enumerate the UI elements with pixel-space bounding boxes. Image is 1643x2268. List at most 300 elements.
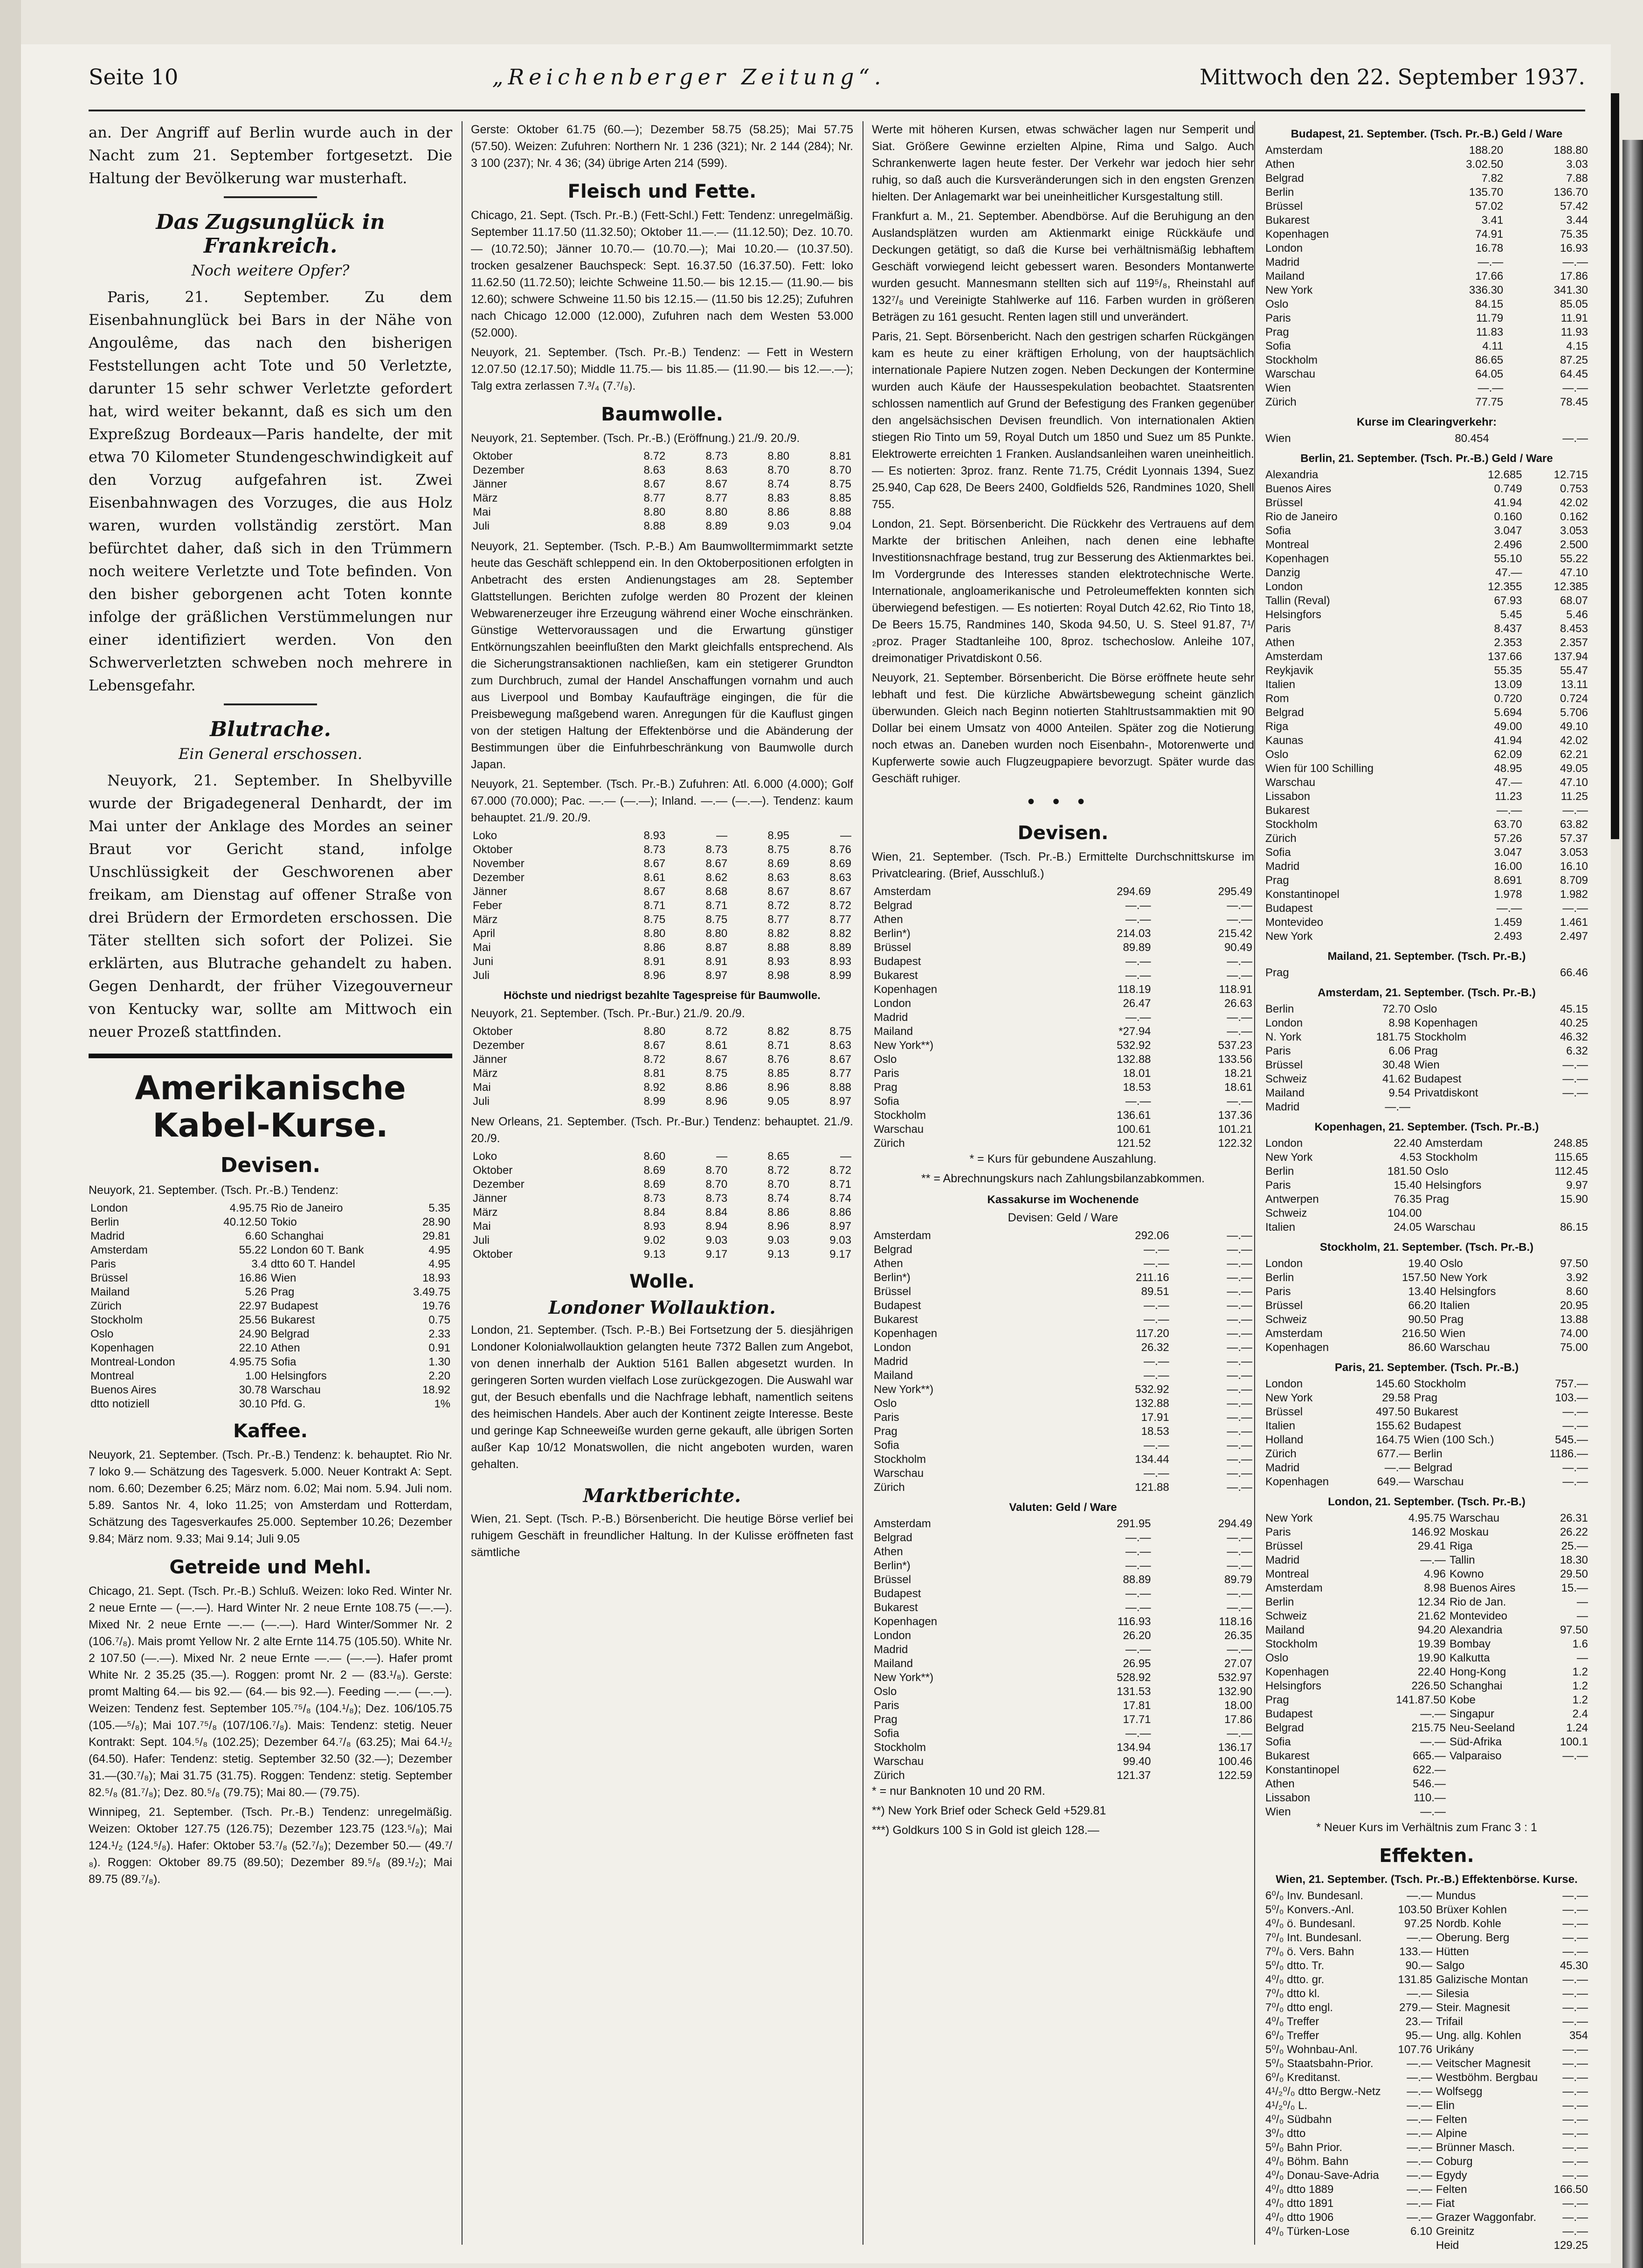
baumwolle-title-3: Höchste und niedrigst bezahlte Tagespreise für Baumwolle.: [504, 989, 821, 1002]
table-cell: Budapest: [270, 1300, 318, 1312]
table-cell: 141.87.50: [1396, 1694, 1446, 1706]
table-row: [1263, 706, 1590, 720]
table-cell: 8.63: [767, 871, 790, 884]
table-row: [1263, 1665, 1590, 1679]
table-row: [471, 941, 853, 955]
table-cell: 85.05: [1560, 298, 1588, 310]
table-cell: 0.724: [1560, 692, 1588, 705]
table-cell: 8.88: [767, 941, 790, 954]
table-cell: 8.61: [705, 1039, 728, 1052]
table-cell: 8.691: [1494, 874, 1522, 887]
table-cell: 49.00: [1494, 720, 1522, 733]
table-cell: Brüssel: [874, 941, 911, 954]
table-cell: Madrid: [874, 1643, 908, 1656]
table-cell: 122.32: [1218, 1137, 1252, 1150]
divider: [224, 196, 317, 198]
table-cell: 49.10: [1560, 720, 1588, 733]
table-cell: Oslo: [1265, 1652, 1289, 1664]
table-row: [1263, 1461, 1590, 1475]
table-cell: 2.500: [1560, 538, 1588, 551]
table-cell: 47.—: [1495, 776, 1522, 789]
table-cell: London: [1265, 1137, 1303, 1150]
table-cell: Jänner: [473, 478, 507, 490]
table-cell: —.—: [1227, 1425, 1252, 1438]
table-cell: 30.48: [1382, 1059, 1411, 1071]
table-cell: [1546, 1791, 1590, 1805]
table-cell: [1546, 1777, 1590, 1791]
scan-left-edge: [0, 0, 21, 2268]
table-cell: —.—: [1125, 899, 1151, 912]
table-cell: Brüssel: [1265, 1406, 1303, 1418]
table-row: [872, 955, 1254, 969]
table-row: [89, 1285, 452, 1299]
table-cell: —.—: [1227, 955, 1252, 968]
table-row: [1263, 650, 1590, 664]
table-cell: 19.76: [422, 1300, 450, 1312]
table-cell: 30.10: [239, 1398, 267, 1410]
table-cell: 294.69: [1117, 885, 1151, 898]
table-row: [1263, 1609, 1590, 1623]
table-cell: —.—: [1562, 432, 1588, 445]
table-cell: Wolfsegg: [1436, 2085, 1483, 2098]
table-cell: 78.45: [1560, 396, 1588, 408]
table-cell: 226.50: [1411, 1680, 1446, 1692]
table-cell: Belgrad: [1265, 172, 1304, 185]
table-cell: Egydy: [1436, 2169, 1467, 2182]
table-cell: Sofia: [1265, 524, 1291, 537]
table-cell: 8.60: [643, 1150, 666, 1163]
table-cell: 7⁰/₀ dtto kl.: [1265, 1987, 1320, 2000]
getreide-title: Getreide und Mehl.: [169, 1557, 372, 1578]
table-cell: London: [90, 1202, 128, 1214]
table-row: [872, 1095, 1254, 1109]
table-cell: 3.92: [1566, 1271, 1588, 1284]
table-cell: Juni: [473, 955, 494, 968]
table-row: [471, 1081, 853, 1095]
table-cell: Urikány: [1436, 2043, 1474, 2056]
table-cell: —.—: [1420, 1554, 1446, 1566]
table-row: [872, 1341, 1254, 1355]
table-cell: —.—: [1227, 1025, 1252, 1038]
table-cell: Wien: [1440, 1327, 1466, 1340]
table-cell: Salgo: [1436, 1959, 1465, 1972]
table-cell: 22.97: [239, 1300, 267, 1312]
table-cell: 1186.—: [1549, 1448, 1588, 1460]
table-cell: 55.22: [239, 1244, 267, 1256]
table-cell: Kowno: [1449, 1568, 1484, 1580]
table-cell: Italien: [1265, 1420, 1296, 1432]
effekten-table: [1263, 1889, 1590, 2253]
table-row: [872, 1755, 1254, 1769]
table-cell: 4.96: [1424, 1568, 1446, 1580]
table-cell: Galizische Montan: [1436, 1973, 1528, 1986]
kopenhagen-head: Kopenhagen, 21. September. (Tsch. Pr.-B.): [1314, 1121, 1539, 1133]
table-cell: 16.10: [1560, 860, 1588, 873]
table-cell: 107.76: [1398, 2043, 1432, 2056]
table-cell: 8.77: [829, 1067, 851, 1080]
table-row: [1263, 1987, 1590, 2001]
table-cell: 97.25: [1404, 1917, 1432, 1930]
table-cell: 8.63: [829, 1039, 851, 1052]
table-cell: Juli: [473, 969, 490, 982]
table-cell: Mai: [473, 506, 491, 518]
table-cell: 1.982: [1560, 888, 1588, 901]
table-cell: 8.67: [705, 1053, 728, 1066]
article-subtitle-blood: Ein General erschossen.: [178, 745, 363, 763]
table-cell: Kopenhagen: [874, 983, 938, 996]
intro-text: an. Der Angriff auf Berlin wurde auch in der Nacht zum 21. September fortgesetzt. Die Haltung der Bevölkerung war musterhaft.: [89, 124, 452, 187]
table-row: [89, 1383, 452, 1397]
table-cell: 42.02: [1560, 496, 1588, 509]
table-cell: Budapest: [874, 955, 921, 968]
table-cell: 4⁰/₀ Türken-Lose: [1265, 2225, 1350, 2238]
table-cell: Schanghai: [270, 1230, 324, 1242]
table-cell: Sofia: [270, 1356, 297, 1368]
table-cell: —.—: [1496, 902, 1522, 915]
table-cell: 12.34: [1417, 1596, 1446, 1608]
table-cell: 29.41: [1417, 1540, 1446, 1552]
table-cell: Oslo: [874, 1397, 897, 1410]
table-row: [1263, 748, 1590, 762]
table-cell: 8.74: [829, 1192, 851, 1205]
table-cell: 8.93: [829, 955, 851, 968]
table-cell: 131.85: [1398, 1973, 1432, 1986]
table-cell: 26.35: [1224, 1629, 1252, 1642]
table-cell: 4⁰/₀ dtto. gr.: [1265, 1973, 1325, 1986]
table-cell: 181.75: [1376, 1031, 1411, 1043]
table-cell: Brüssel: [874, 1285, 911, 1298]
table-row: [1263, 1030, 1590, 1044]
article-subtitle-train: Noch weitere Opfer?: [191, 262, 350, 279]
table-cell: 8.80: [705, 927, 728, 940]
table-cell: —.—: [1227, 969, 1252, 982]
table-cell: Rio de Janeiro: [1265, 510, 1338, 523]
table-cell: Konstantinopel: [1265, 1764, 1339, 1776]
table-cell: Jänner: [473, 1192, 507, 1205]
wolle-title: Wolle.: [629, 1271, 695, 1292]
table-cell: Reykjavik: [1265, 664, 1313, 677]
stockholm-table: [1263, 1257, 1590, 1355]
table-cell: 4.95.75: [1408, 1512, 1446, 1524]
table-row: [89, 1243, 452, 1257]
table-row: [872, 1481, 1254, 1495]
table-cell: Belgrad: [874, 1243, 912, 1256]
table-cell: —.—: [1562, 1987, 1588, 2000]
table-cell: Oktober: [473, 1248, 513, 1261]
table-cell: Elin: [1436, 2099, 1455, 2112]
table-cell: 121.37: [1117, 1769, 1151, 1782]
table-cell: 22.40: [1394, 1137, 1422, 1150]
wien-head: Wien, 21. September. (Tsch. Pr.-B.) Ermittelte Durchschnittskurse im Privatclearing. (Brief, Ausschluß.): [872, 850, 1254, 880]
table-row: [1263, 2211, 1590, 2225]
table-row: [1263, 283, 1590, 297]
table-cell: Mundus: [1436, 1889, 1476, 1902]
table-cell: 89.79: [1224, 1573, 1252, 1586]
table-cell: Schanghai: [1449, 1680, 1503, 1692]
berlin-table: [1263, 468, 1590, 944]
table-cell: Alpine: [1436, 2127, 1467, 2140]
table-row: [1263, 1581, 1590, 1595]
table-cell: 8.92: [643, 1081, 666, 1094]
table-row: [471, 491, 853, 505]
column-3: [872, 121, 1254, 2245]
table-cell: 8.62: [705, 871, 728, 884]
table-cell: 4.95: [428, 1244, 450, 1256]
table-row: [89, 1201, 452, 1215]
table-cell: 100.61: [1117, 1123, 1151, 1136]
table-cell: —.—: [1407, 2127, 1432, 2140]
table-cell: 8.95: [767, 829, 790, 842]
table-cell: 132.90: [1218, 1685, 1252, 1698]
table-cell: New York**): [874, 1383, 934, 1396]
table-cell: 8.71: [643, 899, 666, 912]
table-row: [872, 1243, 1254, 1257]
table-cell: Felten: [1436, 2113, 1467, 2126]
table-row: [1263, 1391, 1590, 1405]
table-cell: Mailand: [1265, 1087, 1305, 1099]
table-cell: 8.72: [705, 1025, 728, 1038]
table-cell: Amsterdam: [1425, 1137, 1483, 1150]
table-row: [1263, 325, 1590, 339]
table-cell: 2.353: [1494, 636, 1522, 649]
table-cell: März: [473, 913, 498, 926]
table-cell: —.—: [1407, 2057, 1432, 2070]
table-cell: Warschau: [270, 1384, 321, 1396]
table-row: [1263, 432, 1590, 446]
table-cell: Amsterdam: [874, 885, 931, 898]
table-cell: —.—: [1562, 1461, 1588, 1474]
table-cell: 8.72: [643, 1053, 666, 1066]
table-row: [1263, 1271, 1590, 1285]
baumwolle-table-2: [471, 829, 853, 983]
table-cell: 1%: [434, 1398, 450, 1410]
table-cell: 8.69: [643, 1164, 666, 1177]
table-cell: 11.91: [1560, 312, 1588, 324]
table-cell: Bukarest: [1265, 804, 1310, 817]
table-cell: 0.720: [1494, 692, 1522, 705]
table-row: [1263, 1889, 1590, 1903]
table-cell: 546.—: [1413, 1778, 1446, 1790]
table-row: [1263, 762, 1590, 776]
table-row: [1263, 1903, 1590, 1917]
table-cell: 8.67: [643, 857, 666, 870]
table-cell: 8.82: [767, 1025, 790, 1038]
table-cell: 6.10: [1410, 2225, 1432, 2238]
baumwolle-head-3: Neuyork, 21. September. (Tsch. Pr.-Bur.) 21./9. 20./9.: [471, 1007, 745, 1020]
table-cell: Schweiz: [1265, 1207, 1307, 1220]
table-cell: 18.21: [1224, 1067, 1252, 1080]
table-row: [872, 1741, 1254, 1755]
table-cell: 25.56: [239, 1314, 267, 1326]
table-cell: 15.40: [1394, 1179, 1422, 1192]
table-cell: 86.15: [1560, 1221, 1588, 1234]
table-cell: 66.20: [1408, 1299, 1436, 1312]
table-row: [89, 1369, 452, 1383]
table-row: [1263, 297, 1590, 311]
table-row: [872, 1299, 1254, 1313]
table-cell: Hütten: [1436, 1945, 1469, 1958]
table-cell: Brüssel: [1265, 1299, 1303, 1312]
table-row: [471, 857, 853, 871]
table-row: [872, 1671, 1254, 1685]
devisen-table: [89, 1201, 452, 1411]
berlin-head: Berlin, 21. September. (Tsch. Pr.-B.) Geld / Ware: [1300, 452, 1553, 465]
table-cell: 4⁰/₀ dtto 1889: [1265, 2183, 1334, 2196]
table-cell: 16.93: [1560, 242, 1588, 255]
table-cell: 532.92: [1135, 1383, 1169, 1396]
table-cell: Juli: [473, 1234, 490, 1247]
table-cell: 0.753: [1560, 483, 1588, 495]
table-cell: 5.694: [1494, 706, 1522, 719]
table-cell: Trifail: [1436, 2015, 1463, 2028]
table-cell: Brüssel: [1265, 1540, 1303, 1552]
table-cell: Dezember: [473, 871, 525, 884]
table-cell: 532.92: [1117, 1039, 1151, 1052]
table-cell: 72.70: [1382, 1003, 1411, 1015]
table-cell: —.—: [1227, 1313, 1252, 1326]
table-row: [1263, 353, 1590, 367]
table-cell: Brüssel: [1265, 496, 1303, 509]
table-row: [872, 941, 1254, 955]
table-row: [1263, 1447, 1590, 1461]
table-cell: 2.33: [428, 1328, 450, 1340]
table-cell: 8.67: [767, 885, 790, 898]
table-cell: 132.88: [1135, 1397, 1169, 1410]
table-cell: 3.047: [1494, 846, 1522, 859]
table-cell: 103.50: [1398, 1903, 1432, 1916]
table-row: [1263, 874, 1590, 888]
table-row: [1263, 790, 1590, 804]
table-cell: 1.2: [1572, 1666, 1588, 1678]
table-cell: 63.82: [1560, 818, 1588, 831]
table-cell: —: [1577, 1610, 1588, 1622]
table-cell: Budapest: [1265, 1708, 1313, 1720]
table-cell: 4¹/₂⁰/₀ L.: [1265, 2099, 1308, 2112]
table-cell: 8.93: [643, 829, 666, 842]
table-cell: 8.96: [643, 969, 666, 982]
table-row: [1263, 1917, 1590, 1931]
table-cell: 64.45: [1560, 368, 1588, 380]
table-row: [471, 505, 853, 519]
table-cell: 4¹/₂⁰/₀ dtto Bergw.-Netz: [1265, 2085, 1381, 2098]
table-cell: 25.—: [1561, 1540, 1588, 1552]
kopenhagen-table: [1263, 1137, 1590, 1234]
table-cell: Tokio: [270, 1216, 297, 1228]
section-title-kabel: Amerikanische Kabel-Kurse.: [135, 1069, 406, 1144]
table-cell: Juli: [473, 520, 490, 532]
table-row: [872, 1285, 1254, 1299]
table-cell: —.—: [1407, 2211, 1432, 2224]
table-cell: 46.32: [1560, 1031, 1588, 1043]
table-cell: 134.94: [1117, 1741, 1151, 1754]
table-cell: —.—: [1125, 1531, 1151, 1544]
table-cell: 341.30: [1553, 284, 1588, 296]
table-cell: 8.89: [705, 520, 728, 532]
table-cell: Paris: [1265, 1045, 1291, 1057]
table-row: [1263, 1763, 1590, 1777]
table-cell: 8.70: [705, 1178, 728, 1191]
table-cell: November: [473, 857, 525, 870]
table-row: [872, 1067, 1254, 1081]
table-cell: London: [874, 1341, 911, 1354]
table-cell: 136.17: [1218, 1741, 1252, 1754]
table-cell: Belgrad: [874, 899, 912, 912]
table-row: [471, 1234, 853, 1248]
table-cell: Berlin*): [874, 1271, 911, 1284]
table-row: [1263, 1165, 1590, 1179]
table-cell: 8.72: [767, 899, 790, 912]
table-cell: —.—: [1125, 1601, 1151, 1614]
table-cell: New York: [1265, 284, 1313, 296]
table-cell: Prag: [874, 1425, 897, 1438]
table-row: [872, 1573, 1254, 1587]
table-row: [872, 1439, 1254, 1453]
table-row: [1263, 2155, 1590, 2169]
table-cell: Schweiz: [1265, 1073, 1307, 1085]
table-cell: 4⁰/₀ dtto 1906: [1265, 2211, 1334, 2224]
wolle-text: London, 21. September. (Tsch. P.-B.) Bei Fortsetzung der 5. diesjährigen Londoner Kolonialwollauktion gelangten heute 7372 Ballen zum Angebot, von denen innerhalb der Auktion 5161 Ballen abgesetzt wurden. In geringeren Sorten wurden vielfach Lose zurückgezogen. Die Auswahl war gut, der Besuch ebenfalls und die Nachfrage lebhaft, namentlich seitens des heimischen Handels. Aber auch der Kontinent zeigte Interesse. Beste und geringe Kap Schneeweiße wurden gerne gekauft, alle übrigen Sorten außer Kap 10/12 Monatswollen, die nicht angeboten wurden, waren gehalten.: [471, 1324, 853, 1471]
table-cell: 8.97: [829, 1095, 851, 1108]
col3-top-text: Werte mit höheren Kursen, etwas schwächer lagen nur Semperit und Siat. Größere Gewinne erzielten Alpine, Rima und Salgo. Auch Schrankenwerte lagen heute fester. Der Verkehr war jedoch hier sehr ruhig, so daß auch die Kursveränderungen sich in den engsten Grenzen hielten. Der Anlagemarkt war bei uneinheitlicher Kursgestaltung still.: [872, 123, 1254, 203]
table-cell: 117.20: [1136, 1327, 1169, 1340]
table-cell: 532.97: [1218, 1671, 1252, 1684]
table-row: [1263, 776, 1590, 790]
table-cell: Stockholm: [874, 1741, 926, 1754]
table-cell: 8.82: [767, 927, 790, 940]
table-cell: —.—: [1227, 1559, 1252, 1572]
table-cell: Pfd. G.: [270, 1398, 306, 1410]
table-cell: 7⁰/₀ dtto engl.: [1265, 2001, 1333, 2014]
table-cell: 8.91: [643, 955, 666, 968]
table-cell: Alexandria: [1449, 1624, 1503, 1636]
table-cell: [1423, 1206, 1526, 1220]
table-cell: —.—: [1562, 804, 1588, 817]
table-cell: 8.86: [705, 1081, 728, 1094]
table-row: [1263, 186, 1590, 200]
table-cell: Amsterdam: [90, 1244, 148, 1256]
table-cell: 157.50: [1402, 1271, 1436, 1284]
table-cell: New York: [1265, 1512, 1313, 1524]
table-cell: —.—: [1407, 2169, 1432, 2182]
table-cell: Montreal-London: [90, 1356, 175, 1368]
table-row: [872, 1229, 1254, 1243]
table-cell: Jänner: [473, 885, 507, 898]
table-cell: —.—: [1562, 1931, 1588, 1944]
table-cell: 2.4: [1572, 1708, 1588, 1720]
table-cell: Veitscher Magnesit: [1436, 2057, 1531, 2070]
table-row: [1263, 172, 1590, 186]
table-cell: Kopenhagen: [1414, 1017, 1478, 1029]
table-cell: [1412, 1100, 1533, 1114]
table-cell: Madrid: [90, 1230, 125, 1242]
table-cell: 8.93: [643, 1220, 666, 1233]
table-cell: 40.12.50: [223, 1216, 267, 1228]
table-cell: Bukarest: [1414, 1406, 1458, 1418]
table-cell: —.—: [1562, 1059, 1588, 1071]
frankfurt-text: Frankfurt a. M., 21. September. Abendbörse. Auf die Beruhigung an den Auslandsplätzen wurden am Aktienmarkt einige Rückkäufe und Deckungen getätigt, so daß die Kurse bei verhältnismäßig lebhaftem Geschäft vorwiegend leicht gebessert waren. Besonders Montanwerte wurden gesucht. Mannesmann stellten sich auf 119⁵/₈, Rheinstahl auf 132⁷/₈ und Vereinigte Stahlwerke auf 116. Farben wurden in größeren Beträgen zu 161 gesucht. Renten lagen still und unverändert.: [872, 210, 1254, 324]
table-row: [1263, 1623, 1590, 1637]
table-row: [1263, 1377, 1590, 1391]
article-body-train: Paris, 21. September. Zu dem Eisenbahnunglück bei Bars in der Nähe von Angoulême, das nach den bisherigen Feststellungen acht Tote und 50 Verletzte, darunter 15 sehr schwer Verletzte gefordert hat, wird weiter bekannt, daß es sich um den Expreßzug Bordeaux—Paris handelte, der mit etwa 70 Kilometer Stundengeschwindigkeit auf den Vorzug aufgefahren ist. Zwei Eisenbahnwagen des Vorzuges, die aus Holz waren, wurden vollständig zerstört. Man befürchtet daher, daß sich in den Trümmern noch weitere Verletzte und Tote befinden. Von den bisher geborgenen acht Toten konnte infolge der gräßlichen Verstümmelungen nur einer identifiziert werden. Von den Schwerverletzten schweben noch mehrere in Lebensgefahr.: [89, 288, 452, 694]
table-cell: 41.94: [1494, 734, 1522, 747]
table-row: [1263, 552, 1590, 566]
table-cell: 57.42: [1560, 200, 1588, 213]
table-cell: Heid: [1436, 2239, 1459, 2252]
table-cell: 74.00: [1560, 1327, 1588, 1340]
table-row: [471, 1053, 853, 1067]
table-cell: 9.13: [767, 1248, 790, 1261]
table-cell: Oktober: [473, 1025, 513, 1038]
